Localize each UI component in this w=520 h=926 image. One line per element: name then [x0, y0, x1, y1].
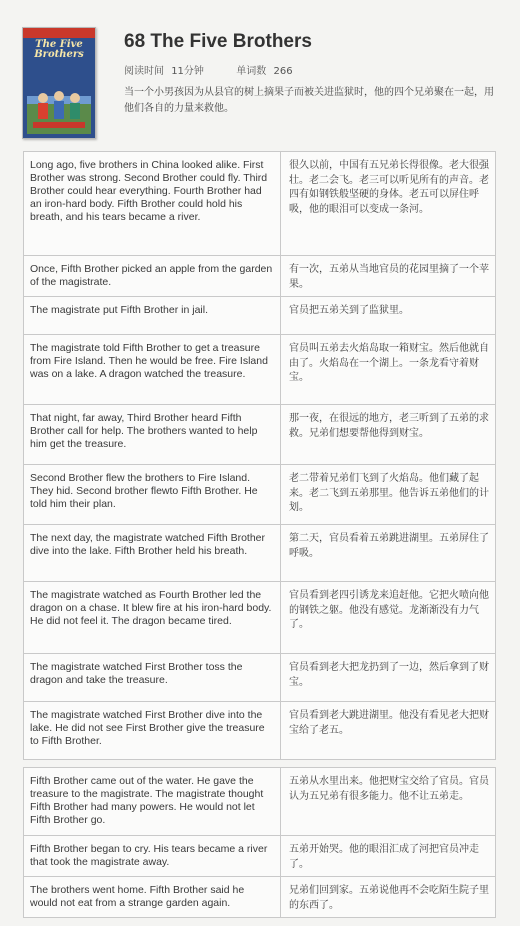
table-row [24, 525, 496, 582]
english-text: The magistrate watched First Brother toss the dragon and take the treasure. [24, 654, 281, 702]
table-row [24, 152, 496, 256]
story-header [0, 0, 520, 150]
bilingual-table-2 [23, 767, 496, 918]
english-text: Once, Fifth Brother picked an apple from the garden of the magistrate. [24, 256, 281, 297]
english-text: Long ago, five brothers in China looked alike. First Brother was strong. Second Brother could fly. Third Brother could hear everything. Fourth Brother had an iron-hard body. Fifth Brother could hold his breath, and his tears became a river. [24, 152, 281, 256]
table-row [24, 582, 496, 654]
english-text: The magistrate told Fifth Brother to get a treasure from Fire Island. Then he would be free. Fire Island was on a lake. A dragon watched the treasure. [24, 335, 281, 405]
chinese-text: 官员叫五弟去火焰岛取一箱财宝。然后他就自由了。火焰岛在一个湖上。一条龙看守着财宝。 [281, 335, 496, 405]
table-row [24, 702, 496, 760]
english-text: Second Brother flew the brothers to Fire Island. They hid. Second brother flewto Fifth Brother. He told him their plan. [24, 465, 281, 525]
chinese-text: 有一次，五弟从当地官员的花园里摘了一个苹果。 [281, 256, 496, 297]
english-text: The magistrate watched as Fourth Brother led the dragon on a chase. It blew fire at his iron-hard body. He did not feel it. The dragon became tired. [24, 582, 281, 654]
english-text: The magistrate put Fifth Brother in jail. [24, 297, 281, 335]
table-row [24, 297, 496, 335]
english-text: That night, far away, Third Brother heard Fifth Brother call for help. The brothers wanted to help him get the treasure. [24, 405, 281, 465]
chinese-text: 官员把五弟关到了监狱里。 [281, 297, 496, 335]
chinese-text: 官员看到老大跳进湖里。他没有看见老大把财宝给了老五。 [281, 702, 496, 760]
cover-title [23, 40, 95, 60]
table-row [24, 405, 496, 465]
english-text: Fifth Brother began to cry. His tears became a river that took the magistrate away. [24, 836, 281, 877]
chinese-text: 五弟开始哭。他的眼泪汇成了河把官员冲走了。 [281, 836, 496, 877]
cover-title-line2: Brothers [34, 49, 84, 60]
book-cover[interactable] [22, 27, 96, 139]
english-text: The next day, the magistrate watched Fifth Brother dive into the lake. Fifth Brother held his breath. [24, 525, 281, 582]
english-text: The brothers went home. Fifth Brother said he would not eat from a strange garden again. [24, 877, 281, 918]
table-row [24, 836, 496, 877]
word-count-value: 266 [273, 66, 293, 77]
chinese-text: 老二带着兄弟们飞到了火焰岛。他们藏了起来。老二飞到五弟那里。他告诉五弟他们的计划。 [281, 465, 496, 525]
story-title: 68 The Five Brothers [124, 31, 312, 52]
cover-title-line1: The Five [35, 39, 83, 50]
table-row [24, 335, 496, 405]
story-meta [124, 62, 297, 77]
chinese-text: 兄弟们回到家。五弟说他再不会吃陌生院子里的东西了。 [281, 877, 496, 918]
chinese-text: 官员看到老四引诱龙来追赶他。它把火喷向他的钢铁之躯。他没有感觉。龙渐渐没有力气了。 [281, 582, 496, 654]
table-row [24, 768, 496, 836]
chinese-text: 很久以前，中国有五兄弟长得很像。老大很强壮。老二会飞。老三可以听见所有的声音。老四有如钢铁般坚硬的身体。老五可以屏住呼吸，他的眼泪可以变成一条河。 [281, 152, 496, 256]
chinese-text: 第二天，官员看着五弟跳进湖里。五弟屏住了呼吸。 [281, 525, 496, 582]
story-summary: 当一个小男孩因为从县官的树上摘果子而被关进监狱时，他的四个兄弟聚在一起，用他们各自的力量来救他。 [124, 87, 494, 114]
table-row [24, 256, 496, 297]
reading-time-value: 11分钟 [171, 66, 204, 77]
cover-top-band [23, 28, 95, 38]
chinese-text: 五弟从水里出来。他把财宝交给了官员。官员认为五兄弟有很多能力。他不让五弟走。 [281, 768, 496, 836]
table-row [24, 877, 496, 918]
cover-illustration [27, 72, 91, 134]
table-row [24, 654, 496, 702]
bilingual-table-1 [23, 151, 496, 760]
chinese-text: 那一夜，在很远的地方，老三听到了五弟的求救。兄弟们想要帮他得到财宝。 [281, 405, 496, 465]
english-text: Fifth Brother came out of the water. He gave the treasure to the magistrate. The magistrate thought Fifth Brother had many powers. He would not let Fifth Brother go. [24, 768, 281, 836]
table-row [24, 465, 496, 525]
english-text: The magistrate watched First Brother dive into the lake. He did not see First Brother give the treasure to Fifth Brother. [24, 702, 281, 760]
reading-time-label: 阅读时间 [124, 66, 164, 77]
word-count-label: 单词数 [236, 66, 267, 77]
chinese-text: 官员看到老大把龙扔到了一边，然后拿到了财宝。 [281, 654, 496, 702]
